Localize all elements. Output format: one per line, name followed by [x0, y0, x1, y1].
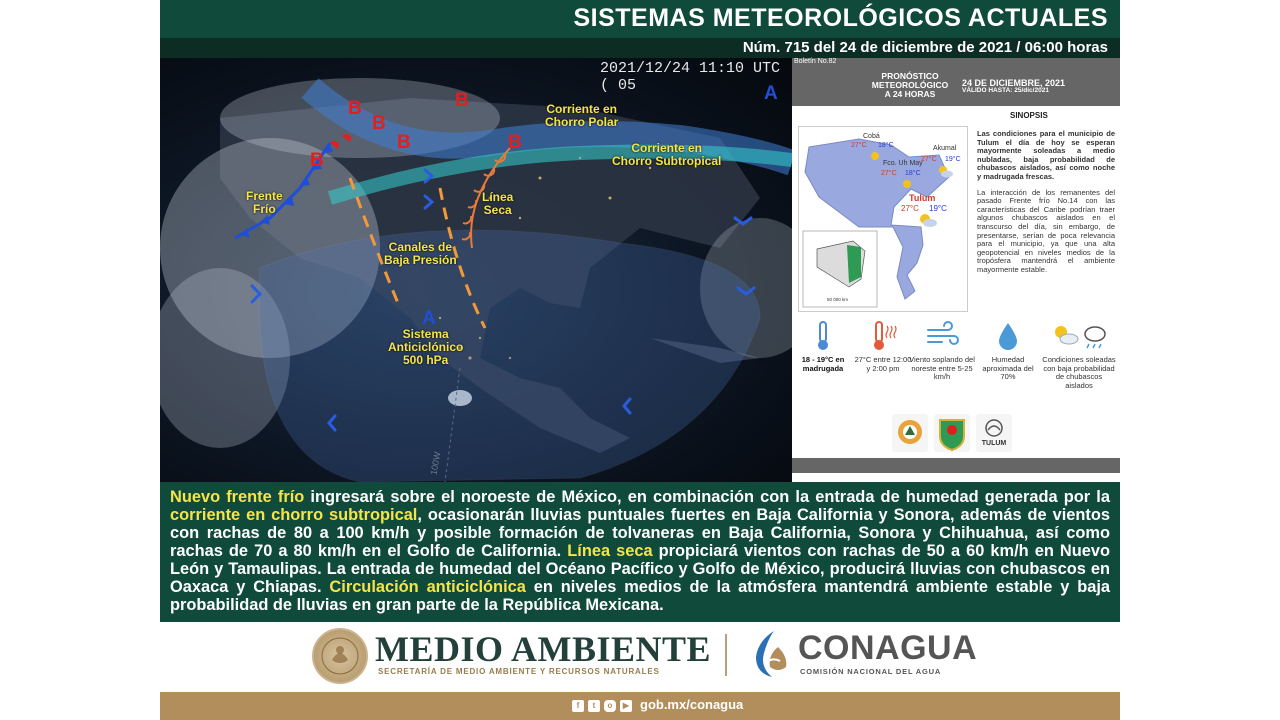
bulletin-number-date: Núm. 715 del 24 de diciembre de 2021 / 06:00 horas [742, 39, 1108, 56]
satellite-map [160, 58, 792, 482]
low-pressure-symbol: B [348, 98, 362, 119]
youtube-icon[interactable]: ▶ [620, 700, 632, 712]
forecast-footer-bar [792, 458, 1120, 473]
icon-cell [977, 320, 1039, 382]
footer-bar [160, 692, 1120, 720]
facebook-icon[interactable]: f [572, 700, 584, 712]
conagua-subtitle: COMISIÓN NACIONAL DEL AGUA [800, 667, 942, 676]
tulum-min-temp: 19°C [929, 204, 947, 213]
tulum-logo-text: TULUM [981, 440, 1007, 447]
icon-cell [852, 320, 914, 373]
wind-icon [924, 320, 960, 352]
high-pressure-symbol: A [422, 308, 436, 329]
municipality-map-drawing [799, 127, 967, 311]
place-name: Akumal [933, 145, 957, 152]
thermometer-hot-icon [866, 320, 900, 352]
medio-ambiente-subtitle: SECRETARÍA DE MEDIO AMBIENTE Y RECURSOS NATURALES [378, 667, 660, 676]
synopsis-paragraph-1: Las condiciones para el municipio de Tulum el día de hoy se esperan mayormente soleadas a medio nubladas, baja probabilidad de chubascos aislados, así como noche y madrugada frescas. [977, 129, 1115, 181]
forecast-panel [792, 58, 1120, 473]
civil-protection-logo [892, 414, 928, 452]
sun-cloud-rain-icon [1049, 320, 1109, 352]
place-max-temp: 27°C [851, 142, 867, 149]
page-title: SISTEMAS METEOROLÓGICOS ACTUALES [573, 4, 1108, 32]
icon-cell [792, 320, 854, 373]
instagram-icon[interactable]: o [604, 700, 616, 712]
partner-logos [892, 414, 1032, 454]
low-pressure-symbol: B [455, 90, 469, 111]
place-name: Fco. Uh May [883, 160, 923, 167]
dry-line-label: Línea Seca [482, 190, 514, 217]
thermometer-cold-icon [808, 320, 838, 352]
scale-label: 50 000 km [827, 297, 849, 302]
summary-text: ingresará sobre el noroeste de México, en combinación con la entrada de humedad generada por la [304, 488, 1110, 506]
municipality-map [798, 126, 968, 312]
synopsis-paragraph-2: La interacción de los remanentes del pasado Frente frío No.14 con las características del Caribe podrían traer algunos chubascos aislados en el transcurso del día, sin embargo, de presentarse, serían de poca relevancia para el municipio, ya que una alta geopotencial en niveles medios de la tropósfera mantendrá el ambiente mayormente estable. [977, 187, 1115, 274]
header-bar [160, 0, 1120, 38]
bulletin-frame [160, 0, 1120, 720]
low-pressure-symbol: B [372, 113, 386, 134]
map-drawing [160, 58, 792, 482]
icon-caption: 27°C entre 12:00 y 2:00 pm [854, 355, 912, 373]
forecast-valid-until: VÁLIDO HASTA: 25/dic/2021 [962, 87, 1049, 94]
summary-highlight: Circulación anticiclónica [329, 578, 526, 596]
summary-text: en niveles medios de la atmósfera mantendrá ambiente estable y baja probabilidad de lluvias en gran parte de la República Mexicana. [170, 578, 1110, 614]
conagua-emblem-logo [748, 627, 792, 681]
municipal-shield-logo [934, 414, 970, 452]
mexico-seal-logo [312, 628, 368, 684]
anticyclone-label: Sistema Anticiclónico 500 hPa [388, 327, 464, 367]
cold-front-label: Frente Frío [246, 189, 283, 216]
tulum-max-temp: 27°C [901, 204, 919, 213]
synopsis-title: SINOPSIS [1010, 111, 1048, 120]
summary-highlight: corriente en chorro subtropical [170, 506, 418, 524]
forecast-title: PRONÓSTICO METEOROLÓGICO A 24 HORAS [871, 71, 949, 99]
low-pressure-symbol: B [310, 150, 324, 171]
subheader-bar [160, 38, 1120, 58]
forecast-date: 24 DE DICIEMBRE, 2021 [962, 78, 1066, 88]
longitude-label: 100W [428, 450, 443, 476]
icon-caption: Viento soplando del noreste entre 5-25 km/h [909, 355, 975, 381]
place-min-temp: 19°C [945, 156, 961, 163]
icon-caption: Humedad aproximada del 70% [982, 355, 1034, 381]
place-min-temp: 18°C [905, 170, 921, 177]
website-link[interactable]: gob.mx/conagua [640, 697, 744, 712]
summary-text: , ocasionarán lluvias puntuales fuertes en Baja California y Sonora, además de vientos con rachas de 80 a 100 km/h y posible formación de tolvaneras en Baja California, Sonora y Chihuahua, así como rachas de 70 a 80 km/h en el Golfo de California. [170, 506, 1110, 560]
low-pressure-symbol: B [508, 132, 522, 153]
icon-caption: Condiciones soleadas con baja probabilidad de chubascos aislados [1042, 355, 1116, 390]
medio-ambiente-title: MEDIO AMBIENTE [375, 629, 712, 669]
tulum-name: Tulum [909, 193, 936, 203]
summary-text: propiciará vientos con rachas de 50 a 60 km/h en Nuevo León y Tamaulipas. La entrada de humedad del Océano Pacífico y Golfo de México, producirá lluvias con chubascos en Oaxaca y Chiapas. [170, 542, 1110, 596]
high-pressure-symbol: A [764, 83, 778, 104]
low-pressure-symbol: B [397, 132, 411, 153]
icon-cell [1042, 320, 1116, 390]
low-pressure-channels-label: Canales de Baja Presión [384, 240, 457, 267]
logo-divider [725, 634, 727, 676]
subtropical-jet-label: Corriente en Chorro Subtropical [612, 141, 722, 168]
weather-summary [160, 482, 1120, 622]
place-max-temp: 27°C [881, 170, 897, 177]
icon-caption: 18 - 19°C en madrugada [801, 355, 845, 373]
conagua-title: CONAGUA [798, 629, 978, 667]
twitter-icon[interactable]: t [588, 700, 600, 712]
forecast-icons-row [792, 320, 1120, 410]
bulletin-number: Boletín No.82 [794, 58, 837, 65]
summary-highlight: Nuevo frente frío [170, 488, 305, 506]
summary-highlight: Línea seca [567, 542, 653, 560]
humidity-drop-icon [993, 320, 1023, 352]
place-name: Cobá [863, 133, 880, 140]
place-max-temp: 27°C [921, 156, 937, 163]
forecast-header [792, 58, 1120, 106]
icon-cell [907, 320, 977, 382]
place-min-temp: 18°C [878, 142, 894, 149]
tulum-logo [976, 414, 1012, 452]
map-timestamp: 2021/12/24 11:10 UTC ( 05 [600, 60, 781, 94]
polar-jet-label: Corriente en Chorro Polar [545, 102, 619, 129]
synopsis-text [977, 130, 1115, 275]
